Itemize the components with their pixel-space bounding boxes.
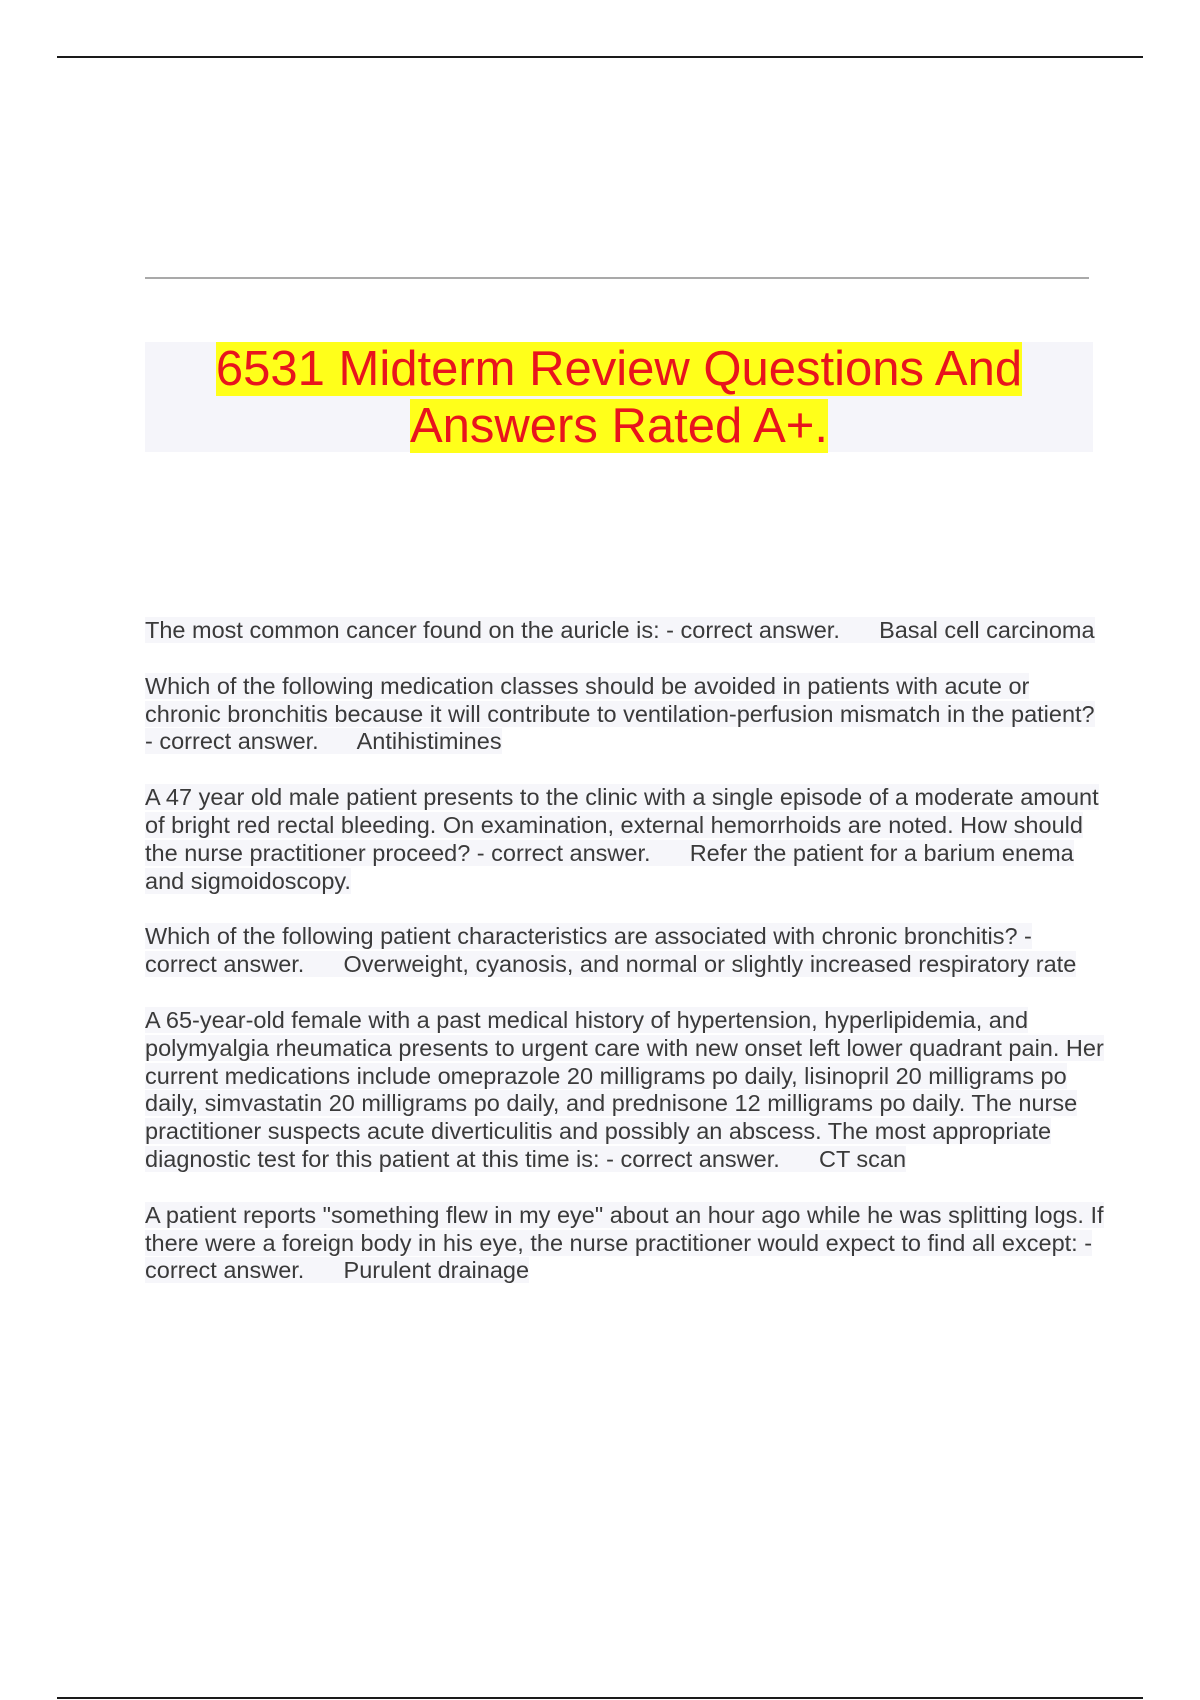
answer-text: Overweight, cyanosis, and normal or slightly increased respiratory rate (343, 951, 1077, 978)
answer-marker: correct answer. (680, 617, 840, 643)
answer-text: Refer the patient for a barium enema and sigmoidoscopy. (145, 839, 1074, 894)
answer-text: Antihistimines (356, 728, 502, 755)
page-bottom-border (57, 1697, 1143, 1699)
answer-marker: correct answer. (145, 1257, 305, 1284)
answer-marker: correct answer. (491, 839, 651, 866)
qa-item (145, 617, 1105, 645)
answer-marker: correct answer. (620, 1145, 780, 1172)
qa-item (145, 673, 1105, 756)
answer-text: Basal cell carcinoma (879, 617, 1095, 643)
document-title: 6531 Midterm Review Questions And Answers Rated A+. (215, 342, 1023, 453)
header-divider (145, 277, 1089, 279)
qa-item (145, 923, 1105, 979)
question-text: A patient reports "something flew in my eye" about an hour ago while he was splitting logs. If there were a foreign body in his eye, the nurse practitioner would expect to find all except: - (145, 1201, 1104, 1256)
answer-text: Purulent drainage (343, 1257, 530, 1284)
qa-item (145, 784, 1105, 895)
question-text: Which of the following medication classes should be avoided in patients with acute or chronic bronchitis because it will contribute to ventilation-perfusion mismatch in the patient? - (145, 672, 1095, 755)
qa-list (145, 617, 1105, 1313)
question-text: The most common cancer found on the auricle is: - (145, 617, 674, 643)
question-text: A 47 year old male patient presents to the clinic with a single episode of a moderate amount of bright red rectal bleeding. On examination, external hemorrhoids are noted. How should the nurse practitioner proceed? - (145, 784, 1099, 866)
page-top-border (57, 56, 1143, 58)
question-text: A 65-year-old female with a past medical history of hypertension, hyperlipidemia, and polymyalgia rheumatica presents to urgent care with new onset left lower quadrant pain. Her current medications include omeprazole 20 milligrams po daily, lisinopril 20 milligrams po daily, simvastatin 20 milligrams po daily, and prednisone 12 milligrams po daily. The nurse practitioner suspects acute diverticulitis and possibly an abscess. The most appropriate diagnostic test for this patient at this time is: - (145, 1006, 1104, 1172)
qa-item (145, 1007, 1105, 1174)
answer-marker: correct answer. (145, 951, 305, 978)
answer-marker: correct answer. (159, 728, 319, 755)
qa-item (145, 1202, 1105, 1285)
title-block (145, 342, 1093, 452)
question-text: Which of the following patient characteristics are associated with chronic bronchitis? - (145, 923, 1032, 950)
answer-text: CT scan (818, 1145, 907, 1172)
